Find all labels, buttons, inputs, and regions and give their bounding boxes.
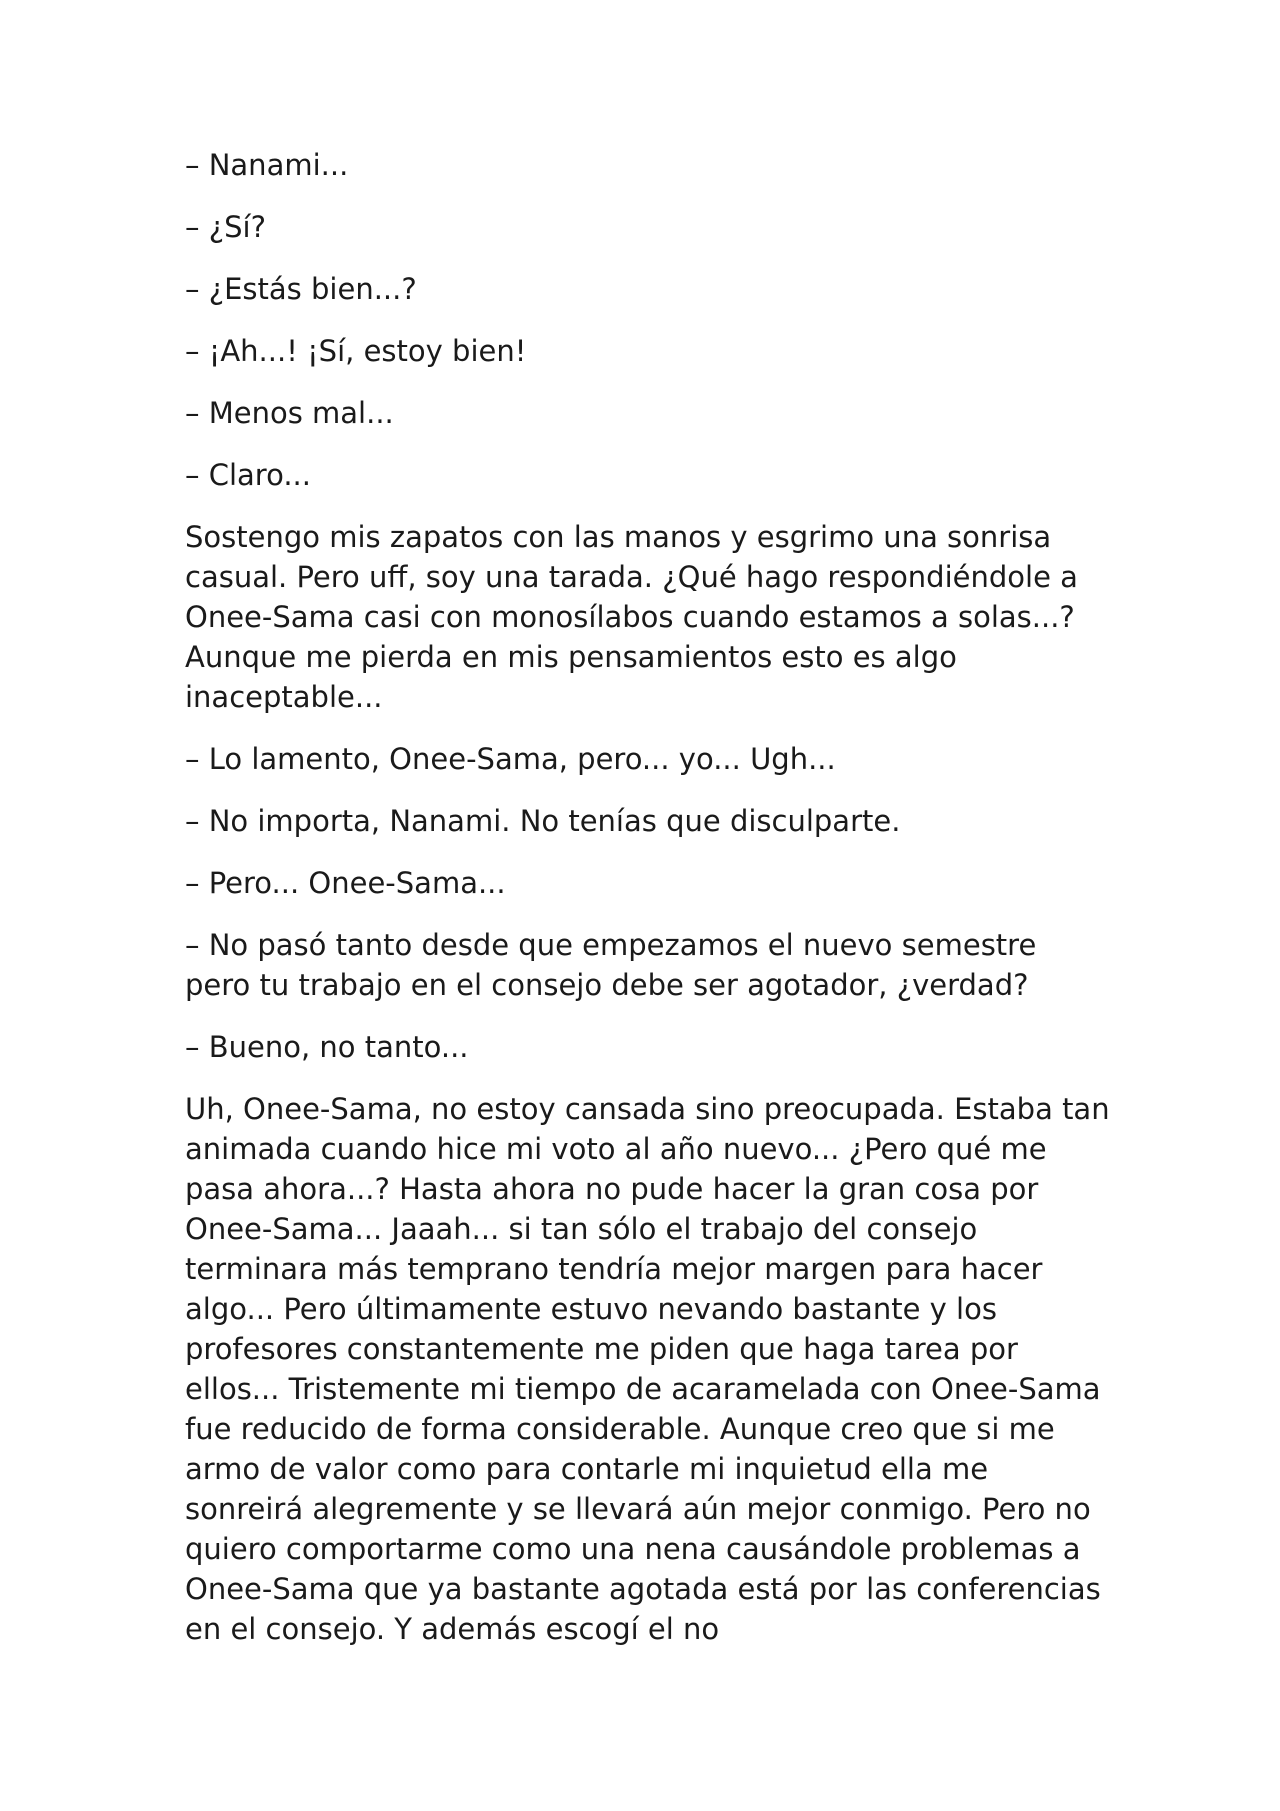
narration-paragraph: Sostengo mis zapatos con las manos y esgrimo una sonrisa casual. Pero uff, soy una tarada. ¿Qué hago respondiéndole a Onee-Sama casi con monosílabos cuando estamos a solas...? Aunque me pierda en mis pensamientos esto es algo inaceptable... [185, 520, 1078, 714]
dialogue-line: – Lo lamento, Onee-Sama, pero... yo... Ugh... [185, 742, 836, 776]
dialogue-line: – Menos mal... [185, 396, 394, 430]
dialogue-line: – No importa, Nanami. No tenías que disculparte. [185, 804, 901, 838]
narration-paragraph: Uh, Onee-Sama, no estoy cansada sino preocupada. Estaba tan animada cuando hice mi voto al año nuevo... ¿Pero qué me pasa ahora...? Hasta ahora no pude hacer la gran cosa por Onee-Sama... Jaaah... si tan sólo el trabajo del consejo terminara más temprano tendría mejor margen para hacer algo... Pero últimamente estuvo nevando bastante y los profesores constantemente me piden que haga tarea por ellos... Tristemente mi tiempo de acaramelada con Onee-Sama fue reducido de forma considerable. Aunque creo que si me armo de valor como para contarle mi inquietud ella me sonreirá alegremente y se llevará aún mejor conmigo. Pero no quiero comportarme como una nena causándole problemas a Onee-Sama que ya bastante agotada está por las conferencias en el consejo. Y además escogí el no [185, 1092, 1110, 1646]
dialogue-line: – Claro... [185, 458, 311, 492]
dialogue-line: – Nanami... [185, 148, 349, 182]
dialogue-line: – ¿Sí? [185, 210, 266, 244]
dialogue-line: – ¿Estás bien...? [185, 272, 417, 306]
dialogue-line: – ¡Ah...! ¡Sí, estoy bien! [185, 334, 527, 368]
document-page [185, 145, 1110, 1671]
dialogue-line: – Bueno, no tanto... [185, 1030, 469, 1064]
dialogue-line: – Pero... Onee-Sama... [185, 866, 506, 900]
dialogue-line: – No pasó tanto desde que empezamos el nuevo semestre pero tu trabajo en el consejo debe ser agotador, ¿verdad? [185, 928, 1037, 1002]
